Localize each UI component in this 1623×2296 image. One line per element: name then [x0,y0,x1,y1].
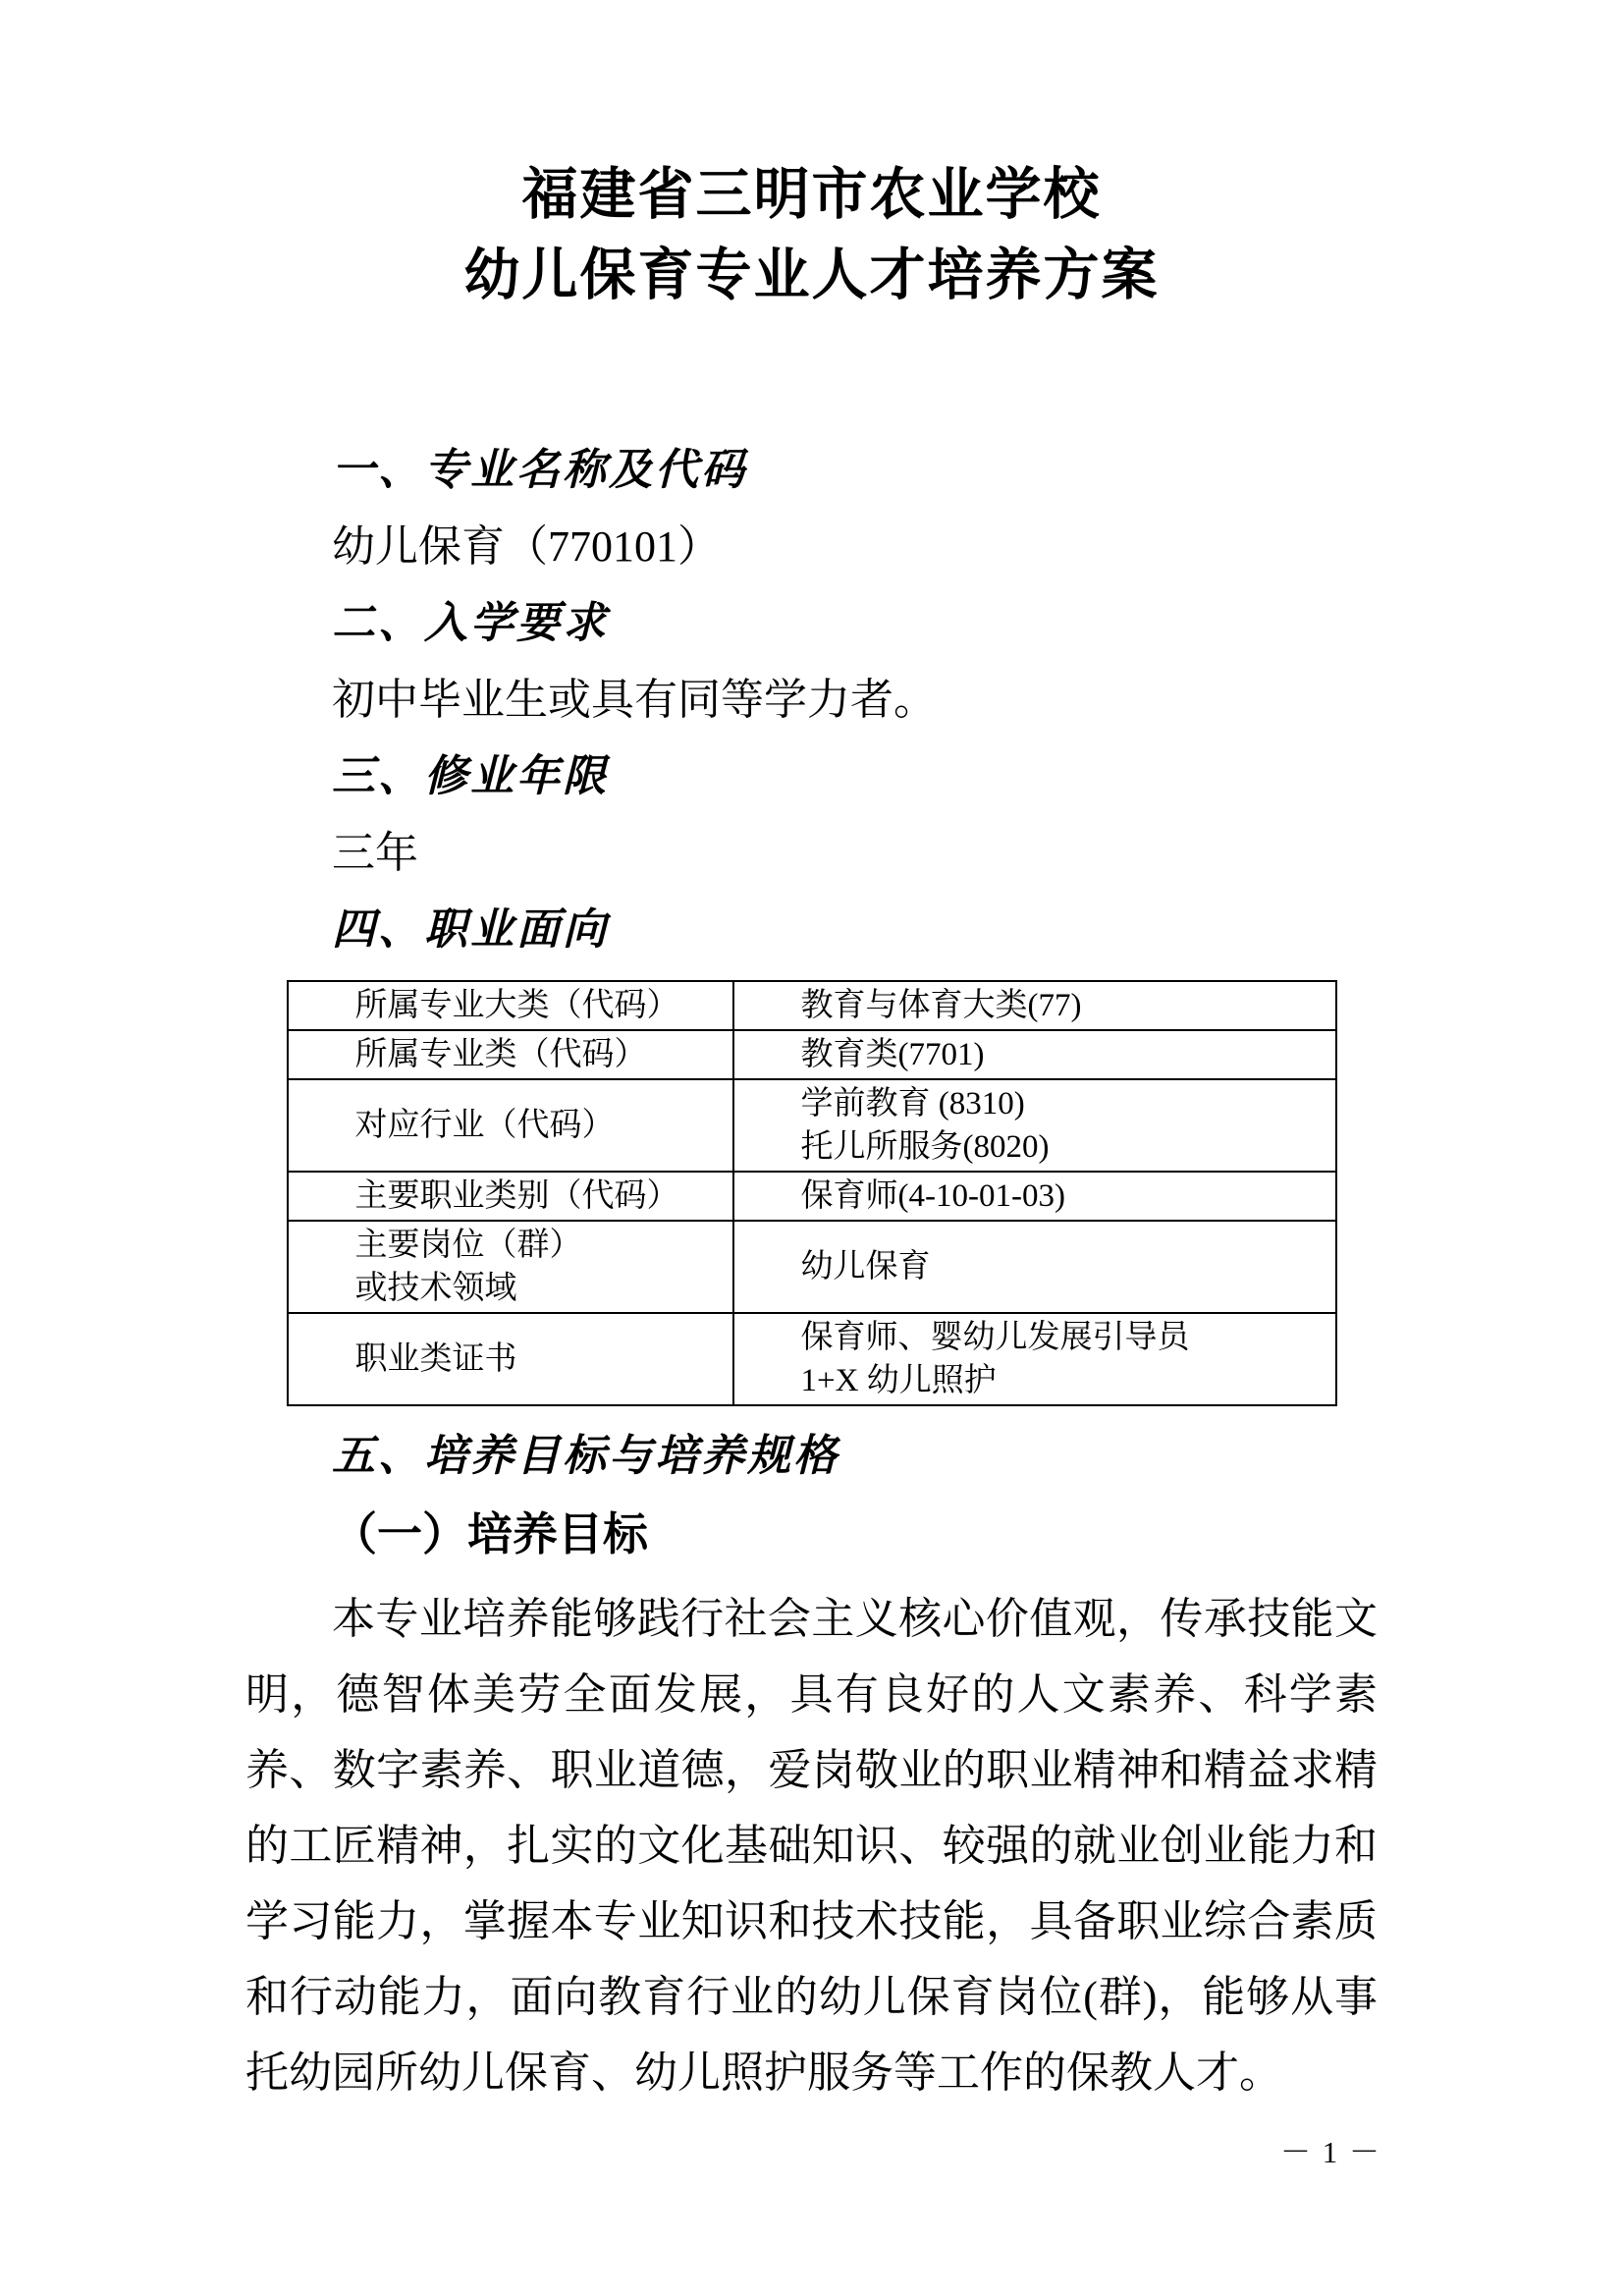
table-row-major-category [288,981,1336,1030]
table-label-line: 或技术领域 [354,1271,517,1306]
table-label-cell [288,981,733,1030]
table-label-cell [288,1079,733,1172]
table-label-line: 职业类证书 [354,1341,517,1377]
table-row-industry [288,1079,1336,1172]
table-value-line: 幼儿保育 [800,1249,931,1285]
section-body-1: 幼儿保育（770101） [332,522,721,571]
table-label-line: 对应行业（代码） [354,1108,615,1143]
table-row-positions [288,1221,1336,1313]
section-body-3: 三年 [332,829,418,877]
section-heading-4: 四、职业面向 [332,905,609,954]
section-heading-1: 一、专业名称及代码 [332,446,747,494]
table-row-certificates [288,1313,1336,1405]
table-value-cell [733,1313,1336,1405]
table-value-cell [733,1030,1336,1079]
title-line-2: 幼儿保育专业人才培养方案 [463,245,1160,306]
table-label-line: 主要职业类别（代码） [354,1178,679,1214]
section-heading-3: 三、修业年限 [332,752,609,800]
table-value-cell [733,981,1336,1030]
table-row-occupation [288,1172,1336,1221]
table-label-line: 所属专业大类（代码） [354,988,679,1023]
title-line-1: 福建省三明市农业学校 [521,164,1102,226]
table-value-line: 1+X 幼儿照护 [800,1363,997,1398]
career-table-wrapper [245,980,1378,1406]
table-value-line: 学前教育 (8310) [800,1086,1025,1121]
training-objective-paragraph: 本专业培养能够践行社会主义核心价值观，传承技能文明，德智体美劳全面发展，具有良好的人文素养、科学素养、数字素养、职业道德，爱岗敬业的职业精神和精益求精的工匠精神，扎实的文化基础知识、较强的就业创业能力和学习能力，掌握本专业知识和技术技能，具备职业综合素质和行动能力，面向教育行业的幼儿保育岗位(群)，能够从事托幼园所幼儿保育、幼儿照护服务等工作的保教人才。 [245,1595,1378,2097]
table-value-line: 教育与体育大类(77) [800,988,1082,1023]
section-heading-5: 五、培养目标与培养规格 [332,1432,839,1480]
page-number: － 1 － [1280,2135,1381,2169]
section-body-2: 初中毕业生或具有同等学力者。 [332,676,937,724]
table-label-cell [288,1030,733,1079]
table-value-cell [733,1221,1336,1313]
table-value-line: 保育师、婴幼儿发展引导员 [800,1320,1190,1355]
table-label-line: 所属专业类（代码） [354,1037,647,1072]
document-title [245,0,1378,316]
table-value-line: 托儿所服务(8020) [800,1129,1050,1165]
table-row-category [288,1030,1336,1079]
table-value-cell [733,1172,1336,1221]
section-heading-2: 二、入学要求 [332,599,609,647]
table-label-line: 主要岗位（群） [354,1228,582,1263]
subsection-heading-training-objective: （一）培养目标 [332,1508,648,1559]
table-label-cell [288,1172,733,1221]
table-label-cell [288,1313,733,1405]
table-value-cell [733,1079,1336,1172]
career-orientation-table [287,980,1337,1406]
table-label-cell [288,1221,733,1313]
table-value-line: 教育类(7701) [800,1037,985,1072]
table-value-line: 保育师(4-10-01-03) [800,1178,1065,1214]
